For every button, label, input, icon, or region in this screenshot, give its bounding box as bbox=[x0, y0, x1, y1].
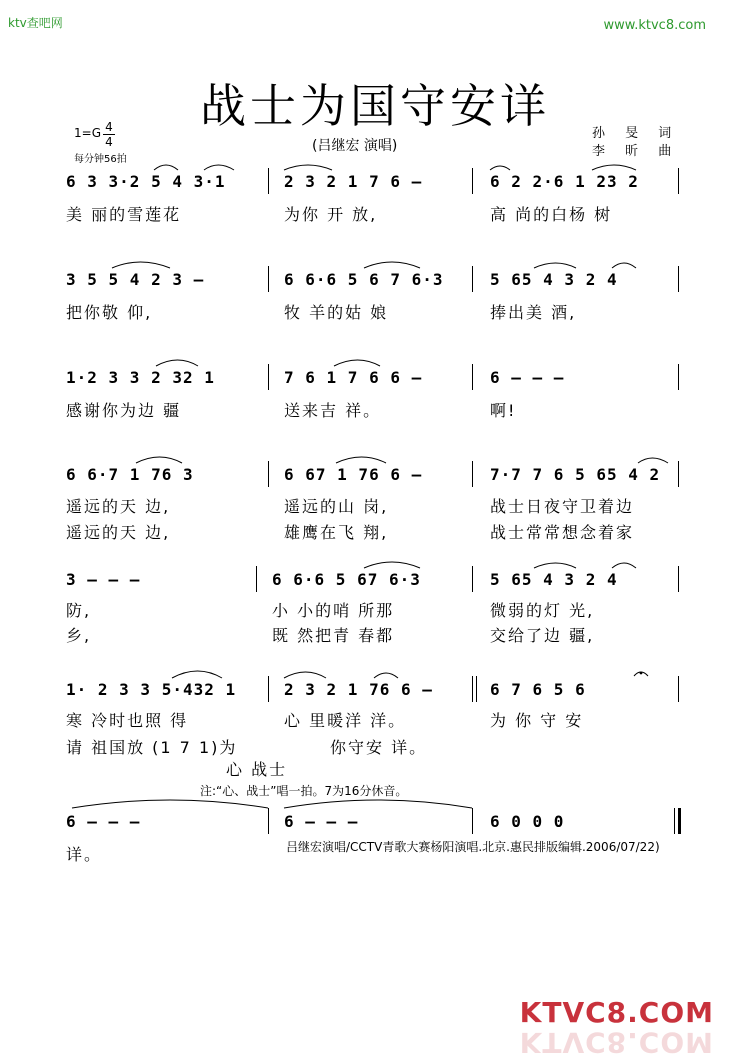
row6-measure1-notes: 1· 2 3 3 5·432 1 bbox=[66, 680, 237, 699]
row5-measure3-notes: 5 65 4 3 2 4 bbox=[490, 570, 618, 589]
slur bbox=[592, 165, 636, 170]
barline bbox=[268, 364, 269, 390]
barline bbox=[268, 266, 269, 292]
slur bbox=[612, 263, 636, 268]
row4-lyric2-seg3: 战士常常想念着家 bbox=[490, 523, 635, 542]
slur bbox=[284, 672, 326, 678]
row2-lyric1-seg1: 把你敬 仰, bbox=[66, 303, 153, 322]
barline bbox=[678, 168, 679, 194]
row5-lyric2-seg1: 乡, bbox=[66, 626, 92, 645]
repeat-barline bbox=[476, 676, 477, 702]
row3-lyric1-seg2: 送来吉 祥。 bbox=[284, 401, 382, 420]
row5-lyric1-seg2: 小 小的哨 所那 bbox=[272, 601, 395, 620]
tie-arc bbox=[72, 800, 268, 808]
slur bbox=[612, 563, 636, 568]
slur bbox=[364, 562, 420, 568]
barline bbox=[268, 808, 269, 834]
slur bbox=[204, 165, 234, 170]
row2-lyric1-seg2: 牧 羊的姑 娘 bbox=[284, 303, 389, 322]
row4-measure3-notes: 7·7 7 6 5 65 4 2 bbox=[490, 465, 661, 484]
row3-lyric1-seg3: 啊! bbox=[490, 401, 517, 420]
lyricist-credit: 孙 旻 词 bbox=[592, 126, 680, 141]
row1-measure1-notes: 6 3 3·2 5 4 3·1 bbox=[66, 172, 226, 191]
slur bbox=[154, 165, 178, 170]
row4-lyric1-seg1: 遥远的天 边, bbox=[66, 497, 171, 516]
barline bbox=[472, 364, 473, 390]
time-signature-top: 4 bbox=[105, 120, 113, 134]
barline bbox=[268, 168, 269, 194]
barline bbox=[678, 676, 679, 702]
barline bbox=[678, 364, 679, 390]
row2-measure1-notes: 3 5 5 4 2 3 – bbox=[66, 270, 205, 289]
row4-lyric1-seg2: 遥远的山 岗, bbox=[284, 497, 389, 516]
time-signature-bottom: 4 bbox=[105, 135, 113, 149]
tempo-marking: 每分钟56拍 bbox=[74, 154, 127, 165]
row3-lyric1-seg1: 感谢你为边 疆 bbox=[66, 401, 182, 420]
slur bbox=[334, 360, 380, 366]
slur bbox=[112, 262, 170, 268]
source-note: 吕继宏演唱/CCTV青歌大赛杨阳演唱.北京.惠民排版编辑.2006/07/22) bbox=[286, 840, 660, 854]
barline bbox=[472, 461, 473, 487]
row1-lyric1-seg2: 为你 开 放, bbox=[284, 205, 378, 224]
song-subtitle: (吕继宏 演唱) bbox=[312, 138, 398, 154]
slur bbox=[284, 165, 332, 170]
site-url-right: www.ktvc8.com bbox=[603, 18, 706, 33]
row1-measure2-notes: 2 3 2 1 7 6 – bbox=[284, 172, 423, 191]
row5-lyric1-seg3: 微弱的灯 光, bbox=[490, 601, 595, 620]
row5-lyric1-seg1: 防, bbox=[66, 601, 92, 620]
key-signature: 1=G bbox=[74, 126, 101, 140]
barline bbox=[268, 461, 269, 487]
row3-measure3-notes: 6 – – – bbox=[490, 368, 565, 387]
barline bbox=[472, 808, 473, 834]
row1-lyric1-seg3: 高 尚的白杨 树 bbox=[490, 205, 613, 224]
row6-lyric1-seg2: 心 里暖洋 洋。 bbox=[284, 711, 407, 730]
slur bbox=[534, 563, 576, 568]
barline bbox=[678, 266, 679, 292]
row7-measure3-notes: 6 0 0 0 bbox=[490, 812, 565, 831]
row6-lyric1-seg3: 为 你 守 安 bbox=[490, 711, 584, 730]
row4-lyric1-seg3: 战士日夜守卫着边 bbox=[490, 497, 635, 516]
barline bbox=[472, 566, 473, 592]
song-title: 战士为国守安详 bbox=[200, 79, 550, 133]
row7-lyric1-seg1: 详。 bbox=[66, 845, 103, 864]
composer-credit: 李 昕 曲 bbox=[592, 144, 680, 159]
repeat-barline bbox=[472, 676, 473, 702]
row6-measure3-notes: 6 7 6 5 6 bbox=[490, 680, 586, 699]
row5-measure2-notes: 6 6·6 5 67 6·3 bbox=[272, 570, 421, 589]
footnote: 注:“心、战士”唱一拍。7为16分休音。 bbox=[200, 784, 408, 798]
fermata-dot bbox=[640, 672, 643, 675]
row2-measure3-notes: 5 65 4 3 2 4 bbox=[490, 270, 618, 289]
site-name-left: ktv查吧网 bbox=[8, 16, 63, 30]
row4-lyric2-seg1: 遥远的天 边, bbox=[66, 523, 171, 542]
final-barline-thick bbox=[678, 808, 681, 834]
row5-lyric2-seg3: 交给了边 疆, bbox=[490, 626, 595, 645]
slur bbox=[136, 457, 182, 463]
barline bbox=[678, 566, 679, 592]
time-signature bbox=[103, 120, 115, 149]
row4-measure2-notes: 6 67 1 76 6 – bbox=[284, 465, 423, 484]
slur bbox=[638, 458, 668, 463]
slur bbox=[490, 166, 510, 170]
slur bbox=[156, 360, 198, 366]
slur bbox=[336, 457, 386, 463]
site-logo-reflection: KTVC8.COM bbox=[519, 1026, 714, 1059]
barline bbox=[268, 676, 269, 702]
row6-measure2-notes: 2 3 2 1 76 6 – bbox=[284, 680, 433, 699]
slur bbox=[364, 262, 420, 268]
row5-measure1-notes: 3 – – – bbox=[66, 570, 141, 589]
site-logo: KTVC8.COM bbox=[519, 996, 714, 1029]
slur bbox=[172, 671, 222, 678]
fermata bbox=[634, 672, 648, 676]
row6-lyric1-seg1: 寒 冷时也照 得 bbox=[66, 711, 189, 730]
row3-measure1-notes: 1·2 3 3 2 32 1 bbox=[66, 368, 215, 387]
row4-lyric2-seg2: 雄鹰在飞 翔, bbox=[284, 523, 389, 542]
barline bbox=[678, 461, 679, 487]
slur bbox=[374, 673, 398, 678]
barline bbox=[472, 266, 473, 292]
barline bbox=[472, 168, 473, 194]
final-barline-thin bbox=[674, 808, 675, 834]
row5-lyric2-seg2: 既 然把青 春都 bbox=[272, 626, 395, 645]
row6-lyric2-seg2: 你守安 详。 bbox=[330, 738, 428, 757]
row7-measure1-notes: 6 – – – bbox=[66, 812, 141, 831]
barline bbox=[256, 566, 257, 592]
row6-extra-lyric: 心 战士 bbox=[226, 760, 288, 779]
tie-arc bbox=[284, 800, 472, 808]
row3-measure2-notes: 7 6 1 7 6 6 – bbox=[284, 368, 423, 387]
row7-measure2-notes: 6 – – – bbox=[284, 812, 359, 831]
row2-lyric1-seg3: 捧出美 酒, bbox=[490, 303, 577, 322]
row1-lyric1-seg1: 美 丽的雪莲花 bbox=[66, 205, 182, 224]
row6-lyric2-seg1: 请 祖国放 (1 7 1)为 bbox=[66, 738, 238, 757]
row4-measure1-notes: 6 6·7 1 76 3 bbox=[66, 465, 194, 484]
row1-measure3-notes: 6 2 2·6 1 23 2 bbox=[490, 172, 639, 191]
row2-measure2-notes: 6 6·6 5 6 7 6·3 bbox=[284, 270, 444, 289]
slur bbox=[534, 263, 576, 268]
